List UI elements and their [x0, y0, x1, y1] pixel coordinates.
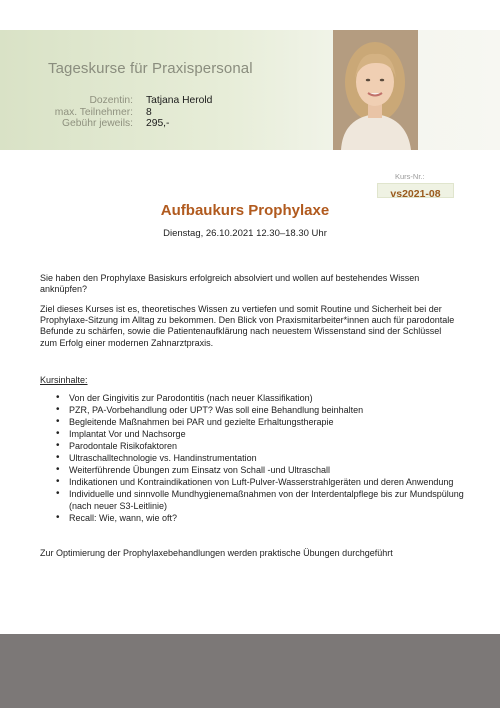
list-item: • Indikationen und Kontraindikationen von Luft-Pulver-Wasserstrahlgeräten und deren Anwendung: [42, 476, 482, 488]
portrait-image: [333, 30, 418, 150]
list-item: • Recall: Wie, wann, wie oft?: [42, 512, 482, 524]
info-values: [146, 95, 212, 130]
topics-list: [42, 392, 482, 524]
goal-paragraph: Ziel dieses Kurses ist es, theoretisches Wissen zu vertiefen und somit Routine und Sicherheit bei der Prophylaxe-Sitzung im Alltag zu bekommen. Den Blick von Praxismitarbeiter*innen auch für parodontale Befunde zu schärfen, sowie die Patientenaufklärung nach neuestem Wissenstand sind der Schlüssel zum Erfolg einer modernen Zahnarztpraxis.: [40, 304, 455, 348]
footer-band: [0, 634, 500, 708]
info-value-instructor: Tatjana Herold: [146, 95, 213, 106]
list-item: • Ultraschalltechnologie vs. Handinstrumentation: [42, 452, 482, 464]
topics-heading: Kursinhalte:: [40, 375, 88, 385]
course-number-label: Kurs-Nr.:: [395, 172, 425, 181]
info-value-fee: 295,-: [146, 118, 170, 129]
header-banner: [0, 30, 500, 150]
info-label-max-participants: max. Teilnehmer:: [54, 106, 133, 118]
course-title: Aufbaukurs Prophylaxe: [160, 202, 330, 219]
instructor-photo: [333, 30, 418, 150]
info-label-fee: Gebühr jeweils:: [62, 118, 133, 129]
list-item: • PZR, PA-Vorbehandlung oder UPT? Was soll eine Behandlung beinhalten: [42, 404, 482, 416]
series-title: Tageskurse für Praxispersonal: [48, 60, 253, 77]
intro-paragraph: Sie haben den Prophylaxe Basiskurs erfolgreich absolviert und wollen auf bestehendes Wissen anknüpfen?: [40, 273, 420, 295]
info-labels: [40, 95, 133, 130]
list-item: • Implantat Vor und Nachsorge: [42, 428, 482, 440]
closing-sentence: Zur Optimierung der Prophylaxebehandlungen werden praktische Übungen durchgeführt: [40, 548, 393, 558]
course-date: Dienstag, 26.10.2021 12.30–18.30 Uhr: [163, 228, 327, 239]
info-value-max-participants: 8: [146, 106, 152, 118]
list-item: • Weiterführende Übungen zum Einsatz von Schall -und Ultraschall: [42, 464, 482, 476]
list-item: • Von der Gingivitis zur Parodontitis (nach neuer Klassifikation): [42, 392, 482, 404]
info-label-instructor: Dozentin:: [89, 95, 133, 106]
list-item: • Begleitende Maßnahmen bei PAR und gezielte Erhaltungstherapie: [42, 416, 482, 428]
list-item: • Parodontale Risikofaktoren: [42, 440, 482, 452]
course-number: vs2021-08: [390, 188, 441, 200]
list-item: • Individuelle und sinnvolle Mundhygienemaßnahmen von der Interdentalpflege bis zur Mundspülung (nach neuer S3-Leitlinie): [42, 488, 482, 512]
course-number-badge: [377, 183, 454, 198]
